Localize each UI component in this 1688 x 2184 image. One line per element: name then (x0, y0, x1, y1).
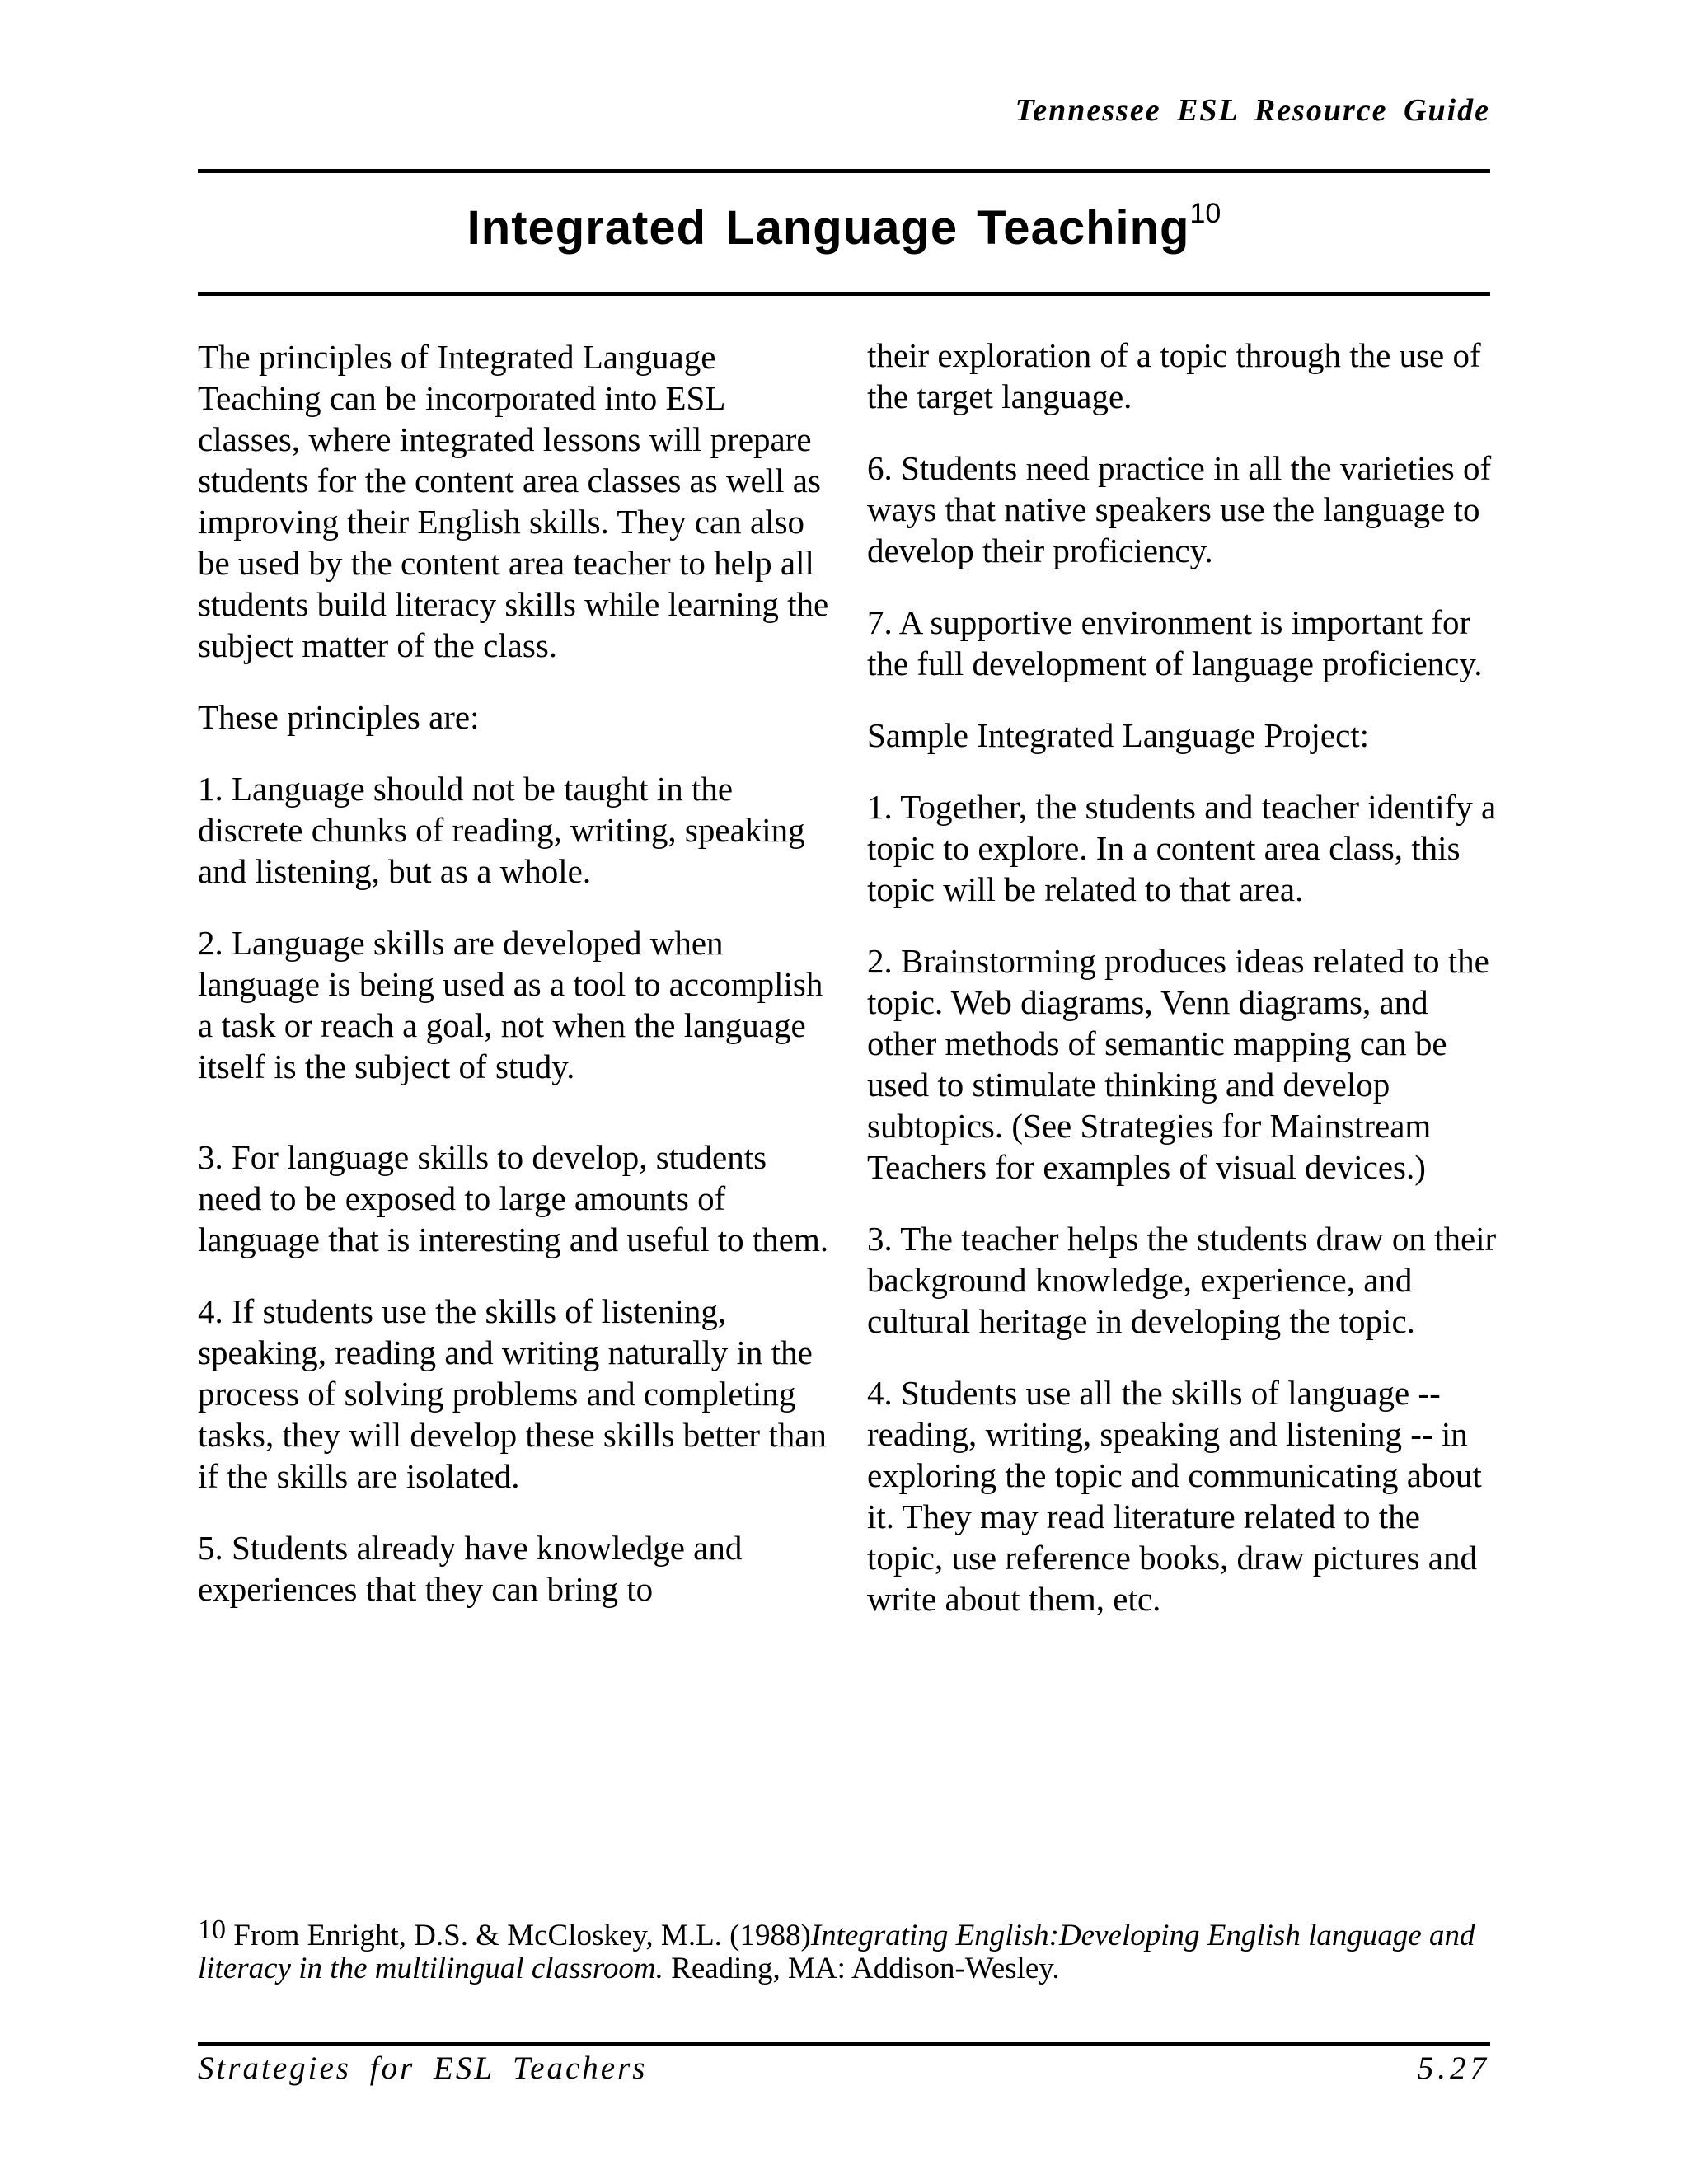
top-rule (198, 169, 1490, 173)
project-heading: Sample Integrated Language Project: (867, 716, 1370, 754)
page-title (198, 198, 1490, 255)
principle-1: 1. Language should not be taught in the discrete chunks of reading, writing, speaking and listening, but as a whole. (198, 770, 805, 890)
principle-5-continued: their exploration of a topic through the use of the target language. (867, 336, 1481, 415)
principle-4: 4. If students use the skills of listening, speaking, reading and writing naturally in the process of solving problems and completing tasks, they will develop these skills better than if the skills are isolated. (198, 1292, 827, 1495)
principle-6: 6. Students need practice in all the varieties of ways that native speakers use the language to develop their proficiency. (867, 449, 1492, 569)
title-underline-rule (198, 292, 1490, 296)
footnote (198, 1914, 1517, 1985)
right-column (867, 335, 1502, 1650)
footnote-book-title: Integrating English:Developing English language and literacy in the multilingual classroom. (198, 1919, 1475, 1985)
footnote-citation: From Enright, D.S. & McCloskey, M.L. (1988) (226, 1919, 811, 1952)
principle-3: 3. For language skills to develop, students need to be exposed to large amounts of language that is interesting and useful to them. (198, 1138, 829, 1258)
project-step-3: 3. The teacher helps the students draw on their background knowledge, experience, and cultural heritage in developing the topic. (867, 1220, 1497, 1340)
principle-7: 7. A supportive environment is important for the full development of language proficiency. (867, 603, 1483, 682)
intro-paragraph: The principles of Integrated Language Teaching can be incorporated into ESL classes, where integrated lessons will prepare students for the content area classes as well as improving their English skills. They can also be used by the content area teacher to help all students build literacy skills while learning the subject matter of the class. (198, 338, 829, 664)
left-column (198, 336, 832, 1640)
project-step-2: 2. Brainstorming produces ideas related to the topic. Web diagrams, Venn diagrams, and other methods of semantic mapping can be used to stimulate thinking and develop subtopics. (See Strategies for Mainstream Teachers for examples of visual devices.) (867, 942, 1489, 1186)
title-footnote-ref: 10 (1189, 198, 1221, 229)
guide-title: Tennessee ESL Resource Guide (1015, 93, 1490, 128)
project-step-4: 4. Students use all the skills of language -- reading, writing, speaking and listening -- in exploring the topic and communicating about it. They may read literature related to the topic, use reference books, draw pictures and write about them, etc. (867, 1374, 1482, 1618)
project-step-1: 1. Together, the students and teacher identify a topic to explore. In a content area class, this topic will be related to that area. (867, 788, 1497, 908)
footnote-number: 10 (198, 1915, 226, 1945)
footer-section: Strategies for ESL Teachers (198, 2050, 648, 2086)
principles-heading: These principles are: (198, 698, 480, 736)
footnote-publisher: Reading, MA: Addison-Wesley. (663, 1952, 1060, 1985)
principle-5: 5. Students already have knowledge and experiences that they can bring to (198, 1529, 743, 1608)
page-number: 5.27 (1417, 2050, 1490, 2086)
principle-2: 2. Language skills are developed when language is being used as a tool to accomplish a task or reach a goal, not when the language itself is the subject of study. (198, 924, 823, 1085)
page-title-text: Integrated Language Teaching (467, 201, 1190, 255)
